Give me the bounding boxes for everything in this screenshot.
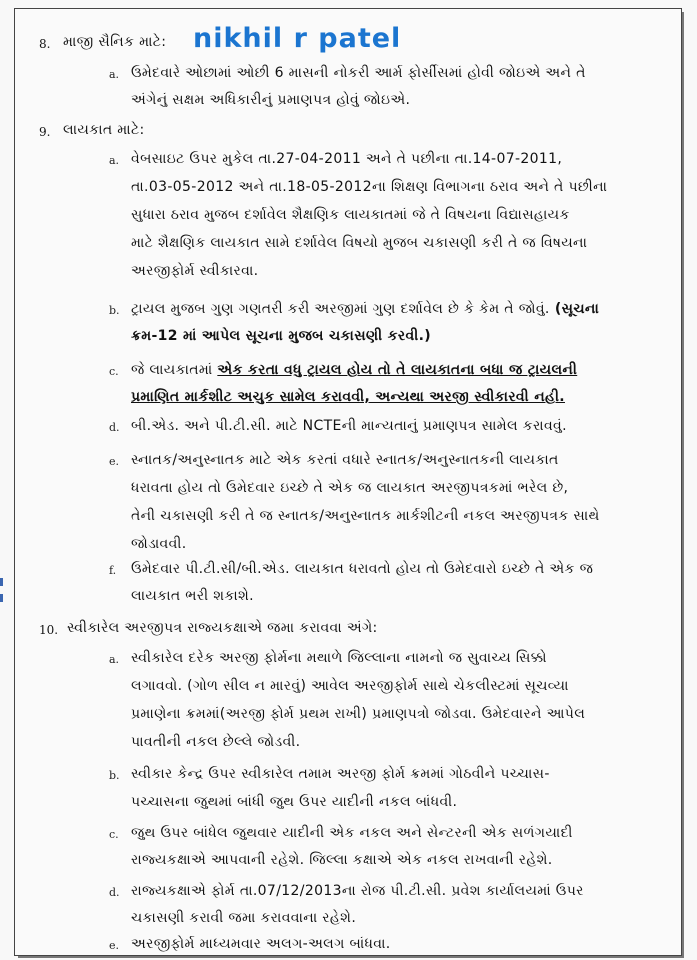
- section-9-c-line-1-bold: એક કરતા વધુ ટ્રાયલ હોય તો તે લાયકાતના બધા જ ટ્રાયલની: [217, 362, 578, 378]
- section-9-c-line-1-plain: જે લાયકાતમાં: [131, 362, 218, 378]
- section-8-title: માજી સૈનિક માટે:: [63, 34, 167, 50]
- section-8-a-line-2: અંગેનું સક્ષમ અધિકારીનું પ્રમાણપત્ર હોવું જોઇએ.: [131, 92, 411, 108]
- section-8-a-marker: a.: [109, 68, 120, 81]
- left-edge-mark: [0, 578, 3, 586]
- section-9-d-line-1: બી.એડ. અને પી.ટી.સી. માટે NCTEની માન્યતાનું પ્રમાણપત્ર સામેલ કરાવવું.: [131, 418, 567, 434]
- section-10-b-marker: b.: [109, 769, 120, 782]
- section-10-e-marker: e.: [109, 939, 120, 952]
- section-9-b-marker: b.: [109, 304, 120, 317]
- section-9-b-line-2: ક્રમ-12 માં આપેલ સૂચના મુજબ ચકાસણી કરવી.): [131, 328, 431, 344]
- section-9-f-line-2: લાયકાત ભરી શકાશે.: [131, 588, 254, 604]
- section-10-c-line-1: જુથ ઉપર બાંધેલ જુથવાર યાદીની એક નકલ અને સેન્ટરની એક સળંગયાદી: [131, 825, 573, 841]
- section-9-c-line-1: [131, 362, 577, 378]
- section-10-d-line-2: ચકાસણી કરાવી જમા કરાવવાના રહેશે.: [131, 910, 357, 926]
- section-9-e-line-4: જોડાવવી.: [131, 536, 187, 552]
- section-8-number: 8.: [39, 37, 51, 51]
- section-9-a-line-1: વેબસાઇટ ઉપર મુકેલ તા.27-04-2011 અને તે પછીના તા.14-07-2011,: [131, 151, 563, 167]
- document-content: [15, 9, 681, 955]
- left-edge-mark: [0, 594, 3, 602]
- document-frame: [14, 8, 682, 956]
- section-9-c-marker: c.: [109, 365, 119, 378]
- section-9-b-line-1-bold: (સૂચના: [549, 301, 600, 317]
- author-watermark: nikhil r patel: [193, 23, 402, 54]
- section-9-a-line-3: સુધારા ઠરાવ મુજબ દર્શાવેલ શૈક્ષણિક લાયકાતમાં જે તે વિષયના વિદ્યાસહાયક: [131, 207, 570, 223]
- section-10-d-marker: d.: [109, 886, 120, 899]
- section-9-f-marker: f.: [109, 564, 117, 577]
- section-10-c-marker: c.: [109, 828, 119, 841]
- section-9-c-line-2: પ્રમાણિત માર્કશીટ અચુક સામેલ કરાવવી, અન્યથા અરજી સ્વીકારવી નહી.: [131, 389, 565, 405]
- section-9-e-line-1: સ્નાતક/અનુસ્નાતક માટે એક કરતાં વધારે સ્નાતક/અનુસ્નાતકની લાયકાત: [131, 452, 559, 468]
- section-10-a-line-3: પ્રમાણેના ક્રમમાં(અરજી ફોર્મ પ્રથમ રાખી) પ્રમાણપત્રો જોડવા. ઉમેદવારને આપેલ: [131, 706, 586, 722]
- section-10-a-marker: a.: [109, 653, 120, 666]
- section-9-a-marker: a.: [109, 154, 120, 167]
- section-9-d-marker: d.: [109, 421, 120, 434]
- section-9-a-line-4: માટે શૈક્ષણિક લાયકાત સામે દર્શાવેલ વિષયો મુજબ ચકાસણી કરી તે જ વિષયના: [131, 235, 588, 251]
- section-9-b-line-1-plain: ટ્રાયલ મુજબ ગુણ ગણતરી કરી અરજીમાં ગુણ દર્શાવેલ છે કે કેમ તે જોવું.: [131, 301, 550, 317]
- section-9-a-line-5: અરજીફોર્મ સ્વીકારવા.: [131, 263, 259, 279]
- section-10-a-line-4: પાવતીની નકલ છેલ્લે જોડવી.: [131, 734, 301, 750]
- section-10-number: 10.: [39, 623, 59, 637]
- section-10-title: સ્વીકારેલ અરજીપત્ર રાજ્યકક્ષાએ જમા કરાવવા અંગે:: [67, 620, 378, 636]
- section-9-e-marker: e.: [109, 455, 120, 468]
- section-8-a-line-1: ઉમેદવારે ઓછામાં ઓછી 6 માસની નોકરી આર્મ ફોર્સીસમાં હોવી જોઇએ અને તે: [131, 65, 586, 81]
- section-9-a-line-2: તા.03-05-2012 અને તા.18-05-2012ના શિક્ષણ વિભાગના ઠરાવ અને તે પછીના: [131, 179, 608, 195]
- section-9-f-line-1: ઉમેદવાર પી.ટી.સી/બી.એડ. લાયકાત ધરાવતો હોય તો ઉમેદવારો ઇચ્છે તે એક જ: [131, 561, 594, 577]
- section-9-number: 9.: [39, 125, 51, 139]
- section-10-b-line-1: સ્વીકાર કેન્દ્ર ઉપર સ્વીકારેલ તમામ અરજી ફોર્મ ક્રમમાં ગોઠવીને પચ્ચાસ-: [131, 766, 550, 782]
- section-10-a-line-2: લગાવવો. (ગોળ સીલ ન મારવું) આવેલ અરજીફોર્મ સાથે ચેકલીસ્ટમાં સૂચવ્યા: [131, 678, 569, 694]
- section-9-e-line-3: તેની ચકાસણી કરી તે જ સ્નાતક/અનુસ્નાતક માર્કશીટની નકલ અરજીપત્રક સાથે: [131, 508, 600, 524]
- section-10-d-line-1: રાજ્યકક્ષાએ ફોર્મ તા.07/12/2013ના રોજ પી.ટી.સી. પ્રવેશ કાર્યાલયમાં ઉપર: [131, 883, 584, 899]
- section-10-b-line-2: પચ્ચાસના જુથમાં બાંધી જુથ ઉપર યાદીની નકલ બાંધવી.: [131, 794, 458, 810]
- section-9-title: લાયકાત માટે:: [63, 122, 145, 138]
- section-10-c-line-2: રાજ્યકક્ષાએ આપવાની રહેશે. જિલ્લા કક્ષાએ એક નકલ રાખવાની રહેશે.: [131, 852, 553, 868]
- section-9-b-line-1: [131, 301, 599, 317]
- section-10-e-line-1: અરજીફોર્મ માધ્યમવાર અલગ-અલગ બાંધવા.: [131, 936, 391, 952]
- section-9-e-line-2: ધરાવતા હોય તો ઉમેદવાર ઇચ્છે તે એક જ લાયકાત અરજીપત્રકમાં ભરેલ છે,: [131, 480, 569, 496]
- section-10-a-line-1: સ્વીકારેલ દરેક અરજી ફોર્મના મથાળે જિલ્લાના નામનો જ સુવાચ્ય સિક્કો: [131, 650, 547, 666]
